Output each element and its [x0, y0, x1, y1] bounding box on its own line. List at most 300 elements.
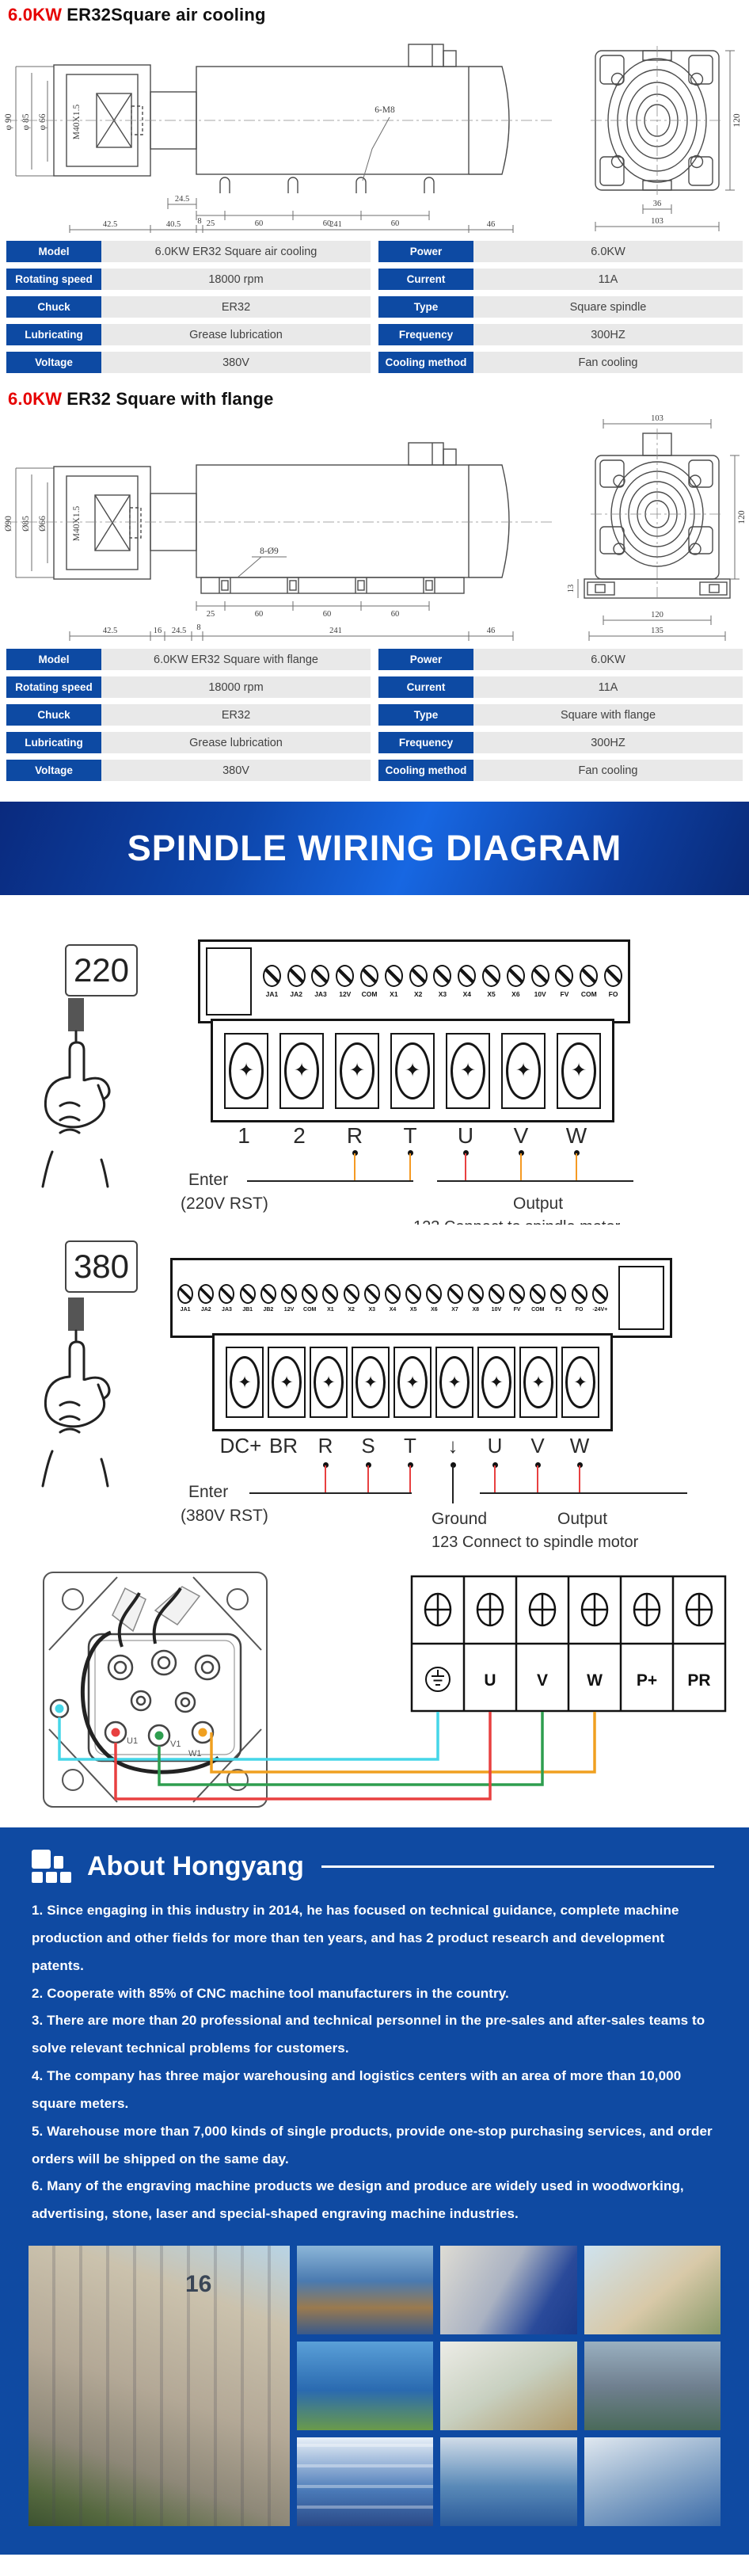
- terminal-label: FO: [608, 990, 618, 998]
- terminal-name: V: [530, 1434, 545, 1458]
- spec-value: Fan cooling: [473, 352, 743, 373]
- company-logo-squares-icon: [32, 1846, 76, 1886]
- table-row: [6, 649, 371, 670]
- screw-terminal: [385, 965, 403, 998]
- power-terminal: [446, 1033, 490, 1109]
- screw-icon: [385, 1284, 401, 1304]
- dimension-label: 36: [652, 200, 662, 208]
- power-terminal: [352, 1347, 390, 1418]
- table-row: [378, 649, 743, 670]
- spec-label: Rotating speed: [6, 676, 101, 698]
- screw-terminal: [426, 1284, 442, 1313]
- terminal-strip-small-380: [170, 1258, 672, 1338]
- terminal-label: 10V: [534, 990, 546, 998]
- table-row: [378, 676, 743, 698]
- power-terminal: [279, 1033, 324, 1109]
- terminal-label: X2: [413, 990, 423, 998]
- terminal-name: S: [361, 1434, 375, 1458]
- spec-value: 380V: [101, 760, 371, 781]
- voltage-box-220: 220: [65, 944, 138, 996]
- dimension-label: Ø90: [4, 516, 13, 532]
- power-terminal: [335, 1033, 379, 1109]
- screw-icon: [550, 1284, 566, 1304]
- table-row: [6, 352, 371, 373]
- screw-icon: [302, 1284, 317, 1304]
- dimension-label: 241: [329, 220, 342, 229]
- terminal-label: X5: [409, 1306, 417, 1313]
- screw-icon: [458, 965, 476, 987]
- terminal-name: R: [346, 1123, 363, 1148]
- power-terminal: [561, 1347, 599, 1418]
- terminal-label: X8: [472, 1306, 479, 1313]
- power-terminal: [501, 1033, 546, 1109]
- spec-col-right: [378, 241, 743, 373]
- screw-terminal: [287, 965, 306, 998]
- screw-star-icon: ✦: [561, 1042, 596, 1099]
- enter-label: Enter: [188, 1171, 229, 1189]
- photo-twin-towers: [297, 2342, 433, 2430]
- company-photo-grid: [0, 2235, 749, 2555]
- about-paragraph: 2. Cooperate with 85% of CNC machine tool manufacturers in the country.: [32, 1985, 509, 2001]
- spec-label: Voltage: [6, 352, 101, 373]
- wire-u: [465, 1153, 467, 1180]
- spec-value: Square spindle: [473, 296, 743, 318]
- terminal-name: 1: [238, 1123, 250, 1148]
- screw-terminal: [405, 1284, 421, 1313]
- spec-label: Cooling method: [378, 760, 473, 781]
- w-wire: [211, 1712, 595, 1772]
- wire-w: [579, 1465, 581, 1492]
- terminal-name: R: [317, 1434, 333, 1458]
- screw-star-icon: ✦: [272, 1356, 302, 1408]
- dimension-label: 60: [322, 610, 332, 619]
- spec-label: Cooling method: [378, 352, 473, 373]
- terminal-strip-small-220: [198, 939, 630, 1023]
- terminal-strip-big-380: [212, 1333, 613, 1431]
- power-terminal: [477, 1347, 515, 1418]
- dimension-label: 13: [567, 584, 576, 593]
- table-row: [378, 760, 743, 781]
- power-terminal: [390, 1033, 435, 1109]
- screw-terminal: [385, 1284, 401, 1313]
- terminal-label: JB1: [242, 1306, 253, 1313]
- terminal-label: FV: [513, 1306, 521, 1313]
- screw-terminal: [592, 1284, 608, 1313]
- screw-icon: [531, 965, 549, 987]
- screw-icon: [507, 965, 525, 987]
- about-paragraph: 4. The company has three major warehousing and logistics centers with an area of more than 10,000 square meters.: [32, 2068, 682, 2111]
- v1-pin-dot: [155, 1732, 164, 1740]
- screw-terminal: [447, 1284, 463, 1313]
- u1-pin-dot: [112, 1728, 120, 1737]
- screw-terminal: [281, 1284, 297, 1313]
- screw-terminal: [555, 965, 573, 998]
- terminal-strip-blank-box: [206, 947, 252, 1016]
- terminal-label: F1: [555, 1306, 562, 1313]
- spec-label: Lubricating: [6, 324, 101, 345]
- screw-terminal: [482, 965, 500, 998]
- photo-warehouse-shelves: [297, 2437, 433, 2526]
- screw-icon: [572, 1284, 587, 1304]
- dimension-label: 60: [390, 610, 400, 619]
- spec-value: Square with flange: [473, 704, 743, 726]
- about-section: [0, 1827, 749, 2235]
- dimension-label: 24.5: [174, 195, 190, 204]
- terminal-label: JA2: [290, 990, 302, 998]
- screw-terminal: [468, 1284, 484, 1313]
- wire-v: [520, 1153, 523, 1180]
- power-terminal: [394, 1347, 432, 1418]
- motor-connector-wiring-diagram: [0, 1564, 749, 1816]
- dimension-label: φ 90: [4, 113, 13, 131]
- terminal-label: FV: [560, 990, 569, 998]
- spec-table-with-flange: [0, 649, 749, 781]
- photo-lobby-logo-wall: [440, 2246, 576, 2334]
- ground-label: Ground: [432, 1510, 488, 1528]
- screw-star-icon: ✦: [397, 1356, 428, 1408]
- wire-ground: [452, 1465, 454, 1503]
- enter-voltage-label: (220V RST): [181, 1195, 268, 1213]
- screw-icon: [263, 965, 281, 987]
- hand-holding-plug-icon: [19, 998, 138, 1188]
- screw-terminal: [364, 1284, 380, 1313]
- wire-r: [354, 1153, 356, 1180]
- about-paragraph: 1. Since engaging in this industry in 2014, he has focused on technical guidance, complete machine production and other fields for more than ten years, and has 2 product research and development patents.: [32, 1903, 679, 1973]
- spec-value: 18000 rpm: [101, 676, 371, 698]
- about-title: About Hongyang: [87, 1850, 304, 1881]
- spec-value: ER32: [101, 296, 371, 318]
- dimension-label: φ 85: [21, 113, 31, 131]
- ground-arrow-label: ↓: [447, 1434, 458, 1458]
- wire-t: [409, 1153, 412, 1180]
- spec-label: Power: [378, 649, 473, 670]
- screw-star-icon: ✦: [340, 1042, 374, 1099]
- spec-value: 300HZ: [473, 732, 743, 753]
- table-row: [6, 269, 371, 290]
- table-row: [378, 352, 743, 373]
- terminal-label: COM: [361, 990, 378, 998]
- dimension-label: 241: [329, 627, 342, 635]
- power-terminal: [435, 1347, 473, 1418]
- dimension-label: 6-M8: [374, 105, 395, 115]
- screw-icon: [364, 1284, 380, 1304]
- ground-symbol-icon: [426, 1667, 450, 1691]
- terminal-label: X5: [487, 990, 496, 998]
- spec-value: 380V: [101, 352, 371, 373]
- dimension-label: 120: [651, 611, 663, 619]
- screw-star-icon: ✦: [284, 1042, 319, 1099]
- screw-icon: [555, 965, 573, 987]
- dimension-label: 8: [197, 217, 202, 226]
- spec-col-right: [378, 649, 743, 781]
- section-title-with-flange: [0, 384, 749, 410]
- spec-label: Type: [378, 704, 473, 726]
- output-label: Output: [557, 1510, 608, 1528]
- spec-label: Model: [6, 241, 101, 262]
- screw-icon: [240, 1284, 256, 1304]
- screw-star-icon: ✦: [565, 1356, 595, 1408]
- screw-terminal: [489, 1284, 504, 1313]
- terminal-label: X6: [511, 990, 520, 998]
- spec-label: Type: [378, 296, 473, 318]
- photo-company-building: [29, 2246, 290, 2526]
- terminal-label: X2: [348, 1306, 355, 1313]
- terminal-label: 10V: [491, 1306, 502, 1313]
- building-number: 16: [185, 2270, 212, 2297]
- screw-terminal: [198, 1284, 214, 1313]
- screw-terminal: [260, 1284, 276, 1313]
- output-line: [437, 1180, 633, 1182]
- spec-label: Current: [378, 269, 473, 290]
- title-text: ER32Square air cooling: [67, 5, 266, 25]
- wire-s: [367, 1465, 370, 1492]
- spec-label: Frequency: [378, 732, 473, 753]
- power-terminal: [519, 1347, 557, 1418]
- about-header: [32, 1846, 717, 1886]
- terminal-label: JA1: [180, 1306, 191, 1313]
- terminal-name: U: [487, 1434, 503, 1458]
- spec-col-left: [6, 241, 371, 373]
- dimension-label: 103: [651, 217, 663, 226]
- screw-star-icon: ✦: [355, 1356, 386, 1408]
- screw-icon: [311, 965, 329, 987]
- spec-value: Grease lubrication: [101, 324, 371, 345]
- dimension-label: Ø85: [21, 516, 31, 532]
- dimension-label: M40X1.5: [72, 104, 82, 140]
- screw-icon: [336, 965, 354, 987]
- block-terminal-name: PR: [687, 1671, 711, 1690]
- wire-u: [494, 1465, 496, 1492]
- dimension-label: 46: [486, 220, 496, 229]
- screw-icon: [198, 1284, 214, 1304]
- terminal-label: X3: [438, 990, 447, 998]
- screw-icon: [260, 1284, 276, 1304]
- spec-label: Voltage: [6, 760, 101, 781]
- w1-pin-dot: [199, 1728, 207, 1737]
- spec-label: Model: [6, 649, 101, 670]
- table-row: [378, 296, 743, 318]
- enter-voltage-label: (380V RST): [181, 1507, 268, 1525]
- spec-value: 6.0KW ER32 Square air cooling: [101, 241, 371, 262]
- screw-star-icon: ✦: [395, 1042, 430, 1099]
- wire-t: [409, 1465, 412, 1492]
- screw-terminal: [263, 965, 281, 998]
- terminal-label: COM: [303, 1306, 317, 1313]
- terminal-label: 12V: [283, 1306, 295, 1313]
- spec-label: Current: [378, 676, 473, 698]
- terminal-name: 2: [293, 1123, 306, 1148]
- terminal-label: X4: [389, 1306, 397, 1313]
- title-power: 6.0KW: [8, 5, 63, 25]
- terminal-label: X1: [327, 1306, 334, 1313]
- terminal-label: FO: [575, 1306, 584, 1313]
- terminal-name: BR: [268, 1434, 298, 1458]
- wire-v: [537, 1465, 539, 1492]
- voltage-box-380: 380: [65, 1240, 138, 1293]
- spec-label: Chuck: [6, 296, 101, 318]
- dimension-label: 135: [651, 627, 663, 635]
- block-terminal-name: W: [587, 1671, 603, 1690]
- spec-value: Grease lubrication: [101, 732, 371, 753]
- header-divider: [321, 1865, 714, 1868]
- screw-icon: [489, 1284, 504, 1304]
- screw-terminal: [344, 1284, 359, 1313]
- pin-label: V1: [170, 1740, 181, 1749]
- technical-drawing-air-cooling: [0, 25, 749, 233]
- screw-terminal: [550, 1284, 566, 1313]
- spec-value: 6.0KW ER32 Square with flange: [101, 649, 371, 670]
- spec-label: Power: [378, 241, 473, 262]
- terminal-name: U: [457, 1123, 474, 1148]
- dimension-label: 40.5: [165, 220, 181, 229]
- wire-w: [576, 1153, 578, 1180]
- terminal-label: X7: [451, 1306, 458, 1313]
- screw-terminal: [509, 1284, 525, 1313]
- hand-holding-plug-icon: [19, 1298, 138, 1488]
- table-row: [6, 324, 371, 345]
- screw-terminal: [302, 1284, 317, 1313]
- dimension-label: 60: [322, 219, 332, 228]
- screw-terminal: [311, 965, 329, 998]
- title-text: ER32 Square with flange: [67, 389, 274, 409]
- dimension-label: 60: [390, 219, 400, 228]
- screw-star-icon: ✦: [481, 1356, 511, 1408]
- screw-terminal-columns: [257, 942, 628, 1021]
- spec-label: Rotating speed: [6, 269, 101, 290]
- table-row: [6, 241, 371, 262]
- pin-label: U1: [127, 1736, 139, 1746]
- photo-office-workstations: [584, 2246, 720, 2334]
- dimension-label: 25: [206, 610, 215, 619]
- spec-value: 6.0KW: [473, 649, 743, 670]
- screw-icon: [385, 965, 403, 987]
- about-paragraph: 3. There are more than 20 professional and technical personnel in the pre-sales and after-sales teams to solve relevant technical problems for customers.: [32, 2013, 705, 2056]
- screw-terminal: [604, 965, 622, 998]
- wiring-diagram-220v: [0, 916, 749, 1225]
- screw-star-icon: ✦: [314, 1356, 344, 1408]
- table-row: [6, 704, 371, 726]
- spec-value: Fan cooling: [473, 760, 743, 781]
- terminal-label: 12V: [339, 990, 352, 998]
- screw-icon: [530, 1284, 546, 1304]
- photo-assembly-line-workers: [440, 2437, 576, 2526]
- power-terminal: [310, 1347, 348, 1418]
- screw-icon: [344, 1284, 359, 1304]
- screw-terminal: [507, 965, 525, 998]
- spec-value: 11A: [473, 269, 743, 290]
- enter-line: [247, 1180, 413, 1182]
- terminal-strip-blank-box: [618, 1266, 664, 1330]
- table-row: [6, 296, 371, 318]
- screw-icon: [482, 965, 500, 987]
- dimension-label: 8-Ø9: [260, 547, 279, 556]
- terminal-label: -24V+: [592, 1306, 608, 1313]
- terminal-name: T: [404, 1434, 416, 1458]
- screw-icon: [604, 965, 622, 987]
- screw-star-icon: ✦: [230, 1356, 260, 1408]
- photo-city-aerial: [584, 2342, 720, 2430]
- screw-terminal: [580, 965, 598, 998]
- terminal-label: JA2: [200, 1306, 211, 1313]
- spec-value: ER32: [101, 704, 371, 726]
- terminal-name: W: [569, 1434, 590, 1458]
- ground-pin-dot: [55, 1705, 64, 1713]
- banner-title: SPINDLE WIRING DIAGRAM: [127, 828, 622, 868]
- screw-icon: [322, 1284, 338, 1304]
- terminal-block: [412, 1576, 725, 1711]
- block-terminal-name: U: [484, 1671, 496, 1690]
- screw-terminal: [240, 1284, 256, 1313]
- dimension-label: 120: [737, 510, 747, 524]
- table-row: [378, 241, 743, 262]
- terminal-label: X1: [390, 990, 398, 998]
- screw-icon: [509, 1284, 525, 1304]
- screw-star-icon: ✦: [451, 1042, 485, 1099]
- title-power: 6.0KW: [8, 389, 63, 409]
- power-terminal: [226, 1347, 264, 1418]
- photo-machine-workshop: [584, 2437, 720, 2526]
- spec-label: Frequency: [378, 324, 473, 345]
- screw-terminal: [458, 965, 476, 998]
- terminal-strip-big-220: [211, 1019, 614, 1122]
- technical-drawing-with-flange: [0, 410, 749, 641]
- enter-line: [249, 1492, 412, 1494]
- screw-terminal: [219, 1284, 234, 1313]
- terminal-label: COM: [531, 1306, 545, 1313]
- power-terminal: [268, 1347, 306, 1418]
- output-line: [480, 1492, 687, 1494]
- dimension-label: 60: [254, 219, 264, 228]
- terminal-label: COM: [580, 990, 597, 998]
- pin-label: W1: [188, 1749, 202, 1759]
- screw-terminal: [177, 1284, 193, 1313]
- screw-terminal: [530, 1284, 546, 1313]
- block-terminal-name: P+: [636, 1671, 658, 1690]
- screw-icon: [409, 965, 428, 987]
- dimension-label: 8: [196, 623, 201, 632]
- table-row: [6, 676, 371, 698]
- about-paragraph: 6. Many of the engraving machine products we design and produce are widely used in woodworking, advertising, stone, laser and special-shaped engraving machine industries.: [32, 2178, 684, 2222]
- about-paragraph: 5. Warehouse more than 7,000 kinds of single products, provide one-stop purchasing services, and order orders will be shipped on the same day.: [32, 2123, 713, 2166]
- screw-icon: [447, 1284, 463, 1304]
- output-note: 123 Connect to spindle motor: [432, 1534, 639, 1551]
- screw-icon: [468, 1284, 484, 1304]
- table-row: [378, 324, 743, 345]
- dimension-label: 60: [254, 610, 264, 619]
- screw-terminal: [360, 965, 378, 998]
- dimension-label: 46: [486, 627, 496, 635]
- screw-star-icon: ✦: [523, 1356, 553, 1408]
- screw-icon: [219, 1284, 234, 1304]
- power-terminal: [557, 1033, 601, 1109]
- screw-terminal: [322, 1284, 338, 1313]
- dimension-label: Ø66: [38, 516, 48, 532]
- dimension-label: 120: [732, 113, 742, 128]
- screw-icon: [281, 1284, 297, 1304]
- block-terminal-name: V: [536, 1671, 549, 1690]
- dimension-label: 16: [153, 627, 162, 635]
- screw-icon: [580, 965, 598, 987]
- dimension-label: φ 66: [38, 113, 48, 131]
- terminal-label: X3: [368, 1306, 376, 1313]
- screw-terminal: [409, 965, 428, 998]
- screw-terminal: [433, 965, 451, 998]
- enter-label: Enter: [188, 1483, 229, 1501]
- spec-value: 18000 rpm: [101, 269, 371, 290]
- screw-terminal-columns: [173, 1260, 613, 1336]
- table-row: [378, 269, 743, 290]
- screw-terminal: [572, 1284, 587, 1313]
